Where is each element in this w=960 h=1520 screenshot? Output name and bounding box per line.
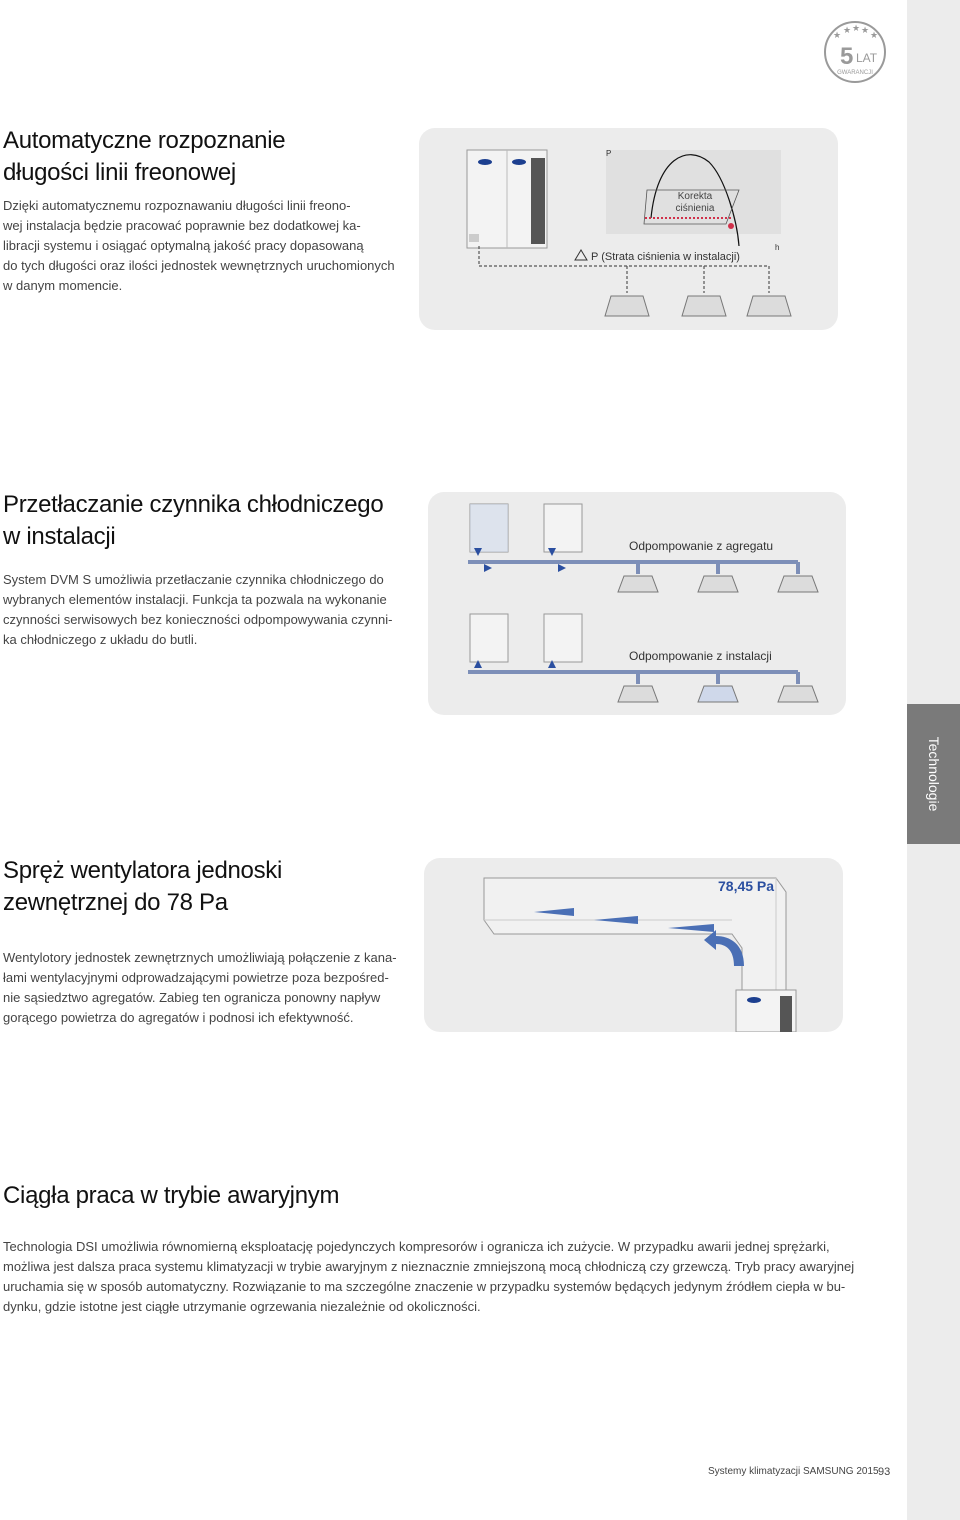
star-icon: ★ <box>833 31 842 41</box>
section4-body: Technologia DSI umożliwia równomierną eksploatację pojedynczych kompresorów i ogranicza ich zużycie. W przypadku awarii jednej sprężarki, możliwa jest dalsza praca systemu klimatyzacji w trybie awaryjnym z nieznacznie zmniejszoną mocą chłodniczą czy grzewczą. Tryb pracy awaryjnej uruchamia się w sposób automatyczny. Rozwiązanie to ma szczególne znaczenie w przypadku systemów będących jedynym źródłem ciepła w bu- dynku, gdzie istotne jest ciągłe utrzymanie ogrzewania niezależnie od okoliczności. <box>3 1239 855 1314</box>
correction-label-line1: Korekta <box>677 191 713 202</box>
line-length-diagram <box>419 128 838 330</box>
footer-text: Systemy klimatyzacji SAMSUNG 2015 <box>708 1466 879 1477</box>
axis-p: P <box>606 149 612 158</box>
section1-body: Dzięki automatycznemu rozpoznawaniu długości linii freono- wej instalacja będzie pracować poprawnie bez dodatkowej ka- libracji systemu i osiągać optymalną jakość pracy dopasowaną do tych długości oraz ilości jednostek wewnętrznych uruchomionych w danym momencie. <box>3 198 395 293</box>
axis-h: h <box>775 243 780 252</box>
indoor-unit-icon <box>605 296 791 316</box>
refrigerant-pumpdown-diagram <box>428 492 846 715</box>
badge-caption: GWARANCJI <box>837 70 873 76</box>
section3-title: Spręż wentylatora jednoski zewnętrznej do 78 Pa <box>3 857 283 916</box>
indoor-unit-icon <box>618 576 818 592</box>
outdoor-unit-icon <box>467 150 547 248</box>
page-number: 93 <box>878 1466 891 1478</box>
star-icon: ★ <box>861 26 870 36</box>
section2-body: System DVM S umożliwia przetłaczanie czynnika chłodniczego do wybranych elementów instalacji. Funkcja ta pozwala na wykonanie czynności serwisowych bez konieczności odpompowywania czynni- ka chłodniczego z układu do butli. <box>3 572 393 647</box>
label-pumpdown-installation: Odpompowanie z instalacji <box>629 649 772 663</box>
pressure-loss-label: P (Strata ciśnienia w instalacji) <box>591 251 740 263</box>
delta-icon <box>575 250 587 260</box>
badge-unit: LAT <box>856 51 878 65</box>
outdoor-unit-icon <box>470 614 582 662</box>
section3-body: Wentylotory jednostek zewnętrznych umożliwiają połączenie z kana- łami wentylacyjnymi odprowadzającymi powietrze poza bezpośred- nie sąsiedztwo agregatów. Zabieg ten ogranicza ponowny napływ gorącego powietrza do agregatów i podnosi ich efektywność. <box>3 950 397 1025</box>
pressure-value: 78,45 Pa <box>718 878 775 894</box>
warranty-badge <box>823 20 887 84</box>
section1-title: Automatyczne rozpoznanie długości linii freonowej <box>3 127 286 186</box>
star-icon: ★ <box>852 24 861 34</box>
section2-title: Przetłaczanie czynnika chłodniczego w instalacji <box>3 491 384 550</box>
star-icon: ★ <box>843 26 852 36</box>
indoor-unit-icon <box>618 686 818 702</box>
section4-title: Ciągła praca w trybie awaryjnym <box>3 1182 340 1209</box>
side-tab-technologie[interactable] <box>907 704 960 844</box>
side-tab-label: Technologie <box>925 736 942 812</box>
star-icon: ★ <box>870 31 879 41</box>
correction-label-line2: ciśnienia <box>675 203 715 214</box>
label-pumpdown-unit: Odpompowanie z agregatu <box>629 539 774 553</box>
outdoor-unit-icon <box>736 990 796 1032</box>
badge-number: 5 <box>840 43 854 70</box>
fan-pressure-diagram <box>424 858 843 1032</box>
